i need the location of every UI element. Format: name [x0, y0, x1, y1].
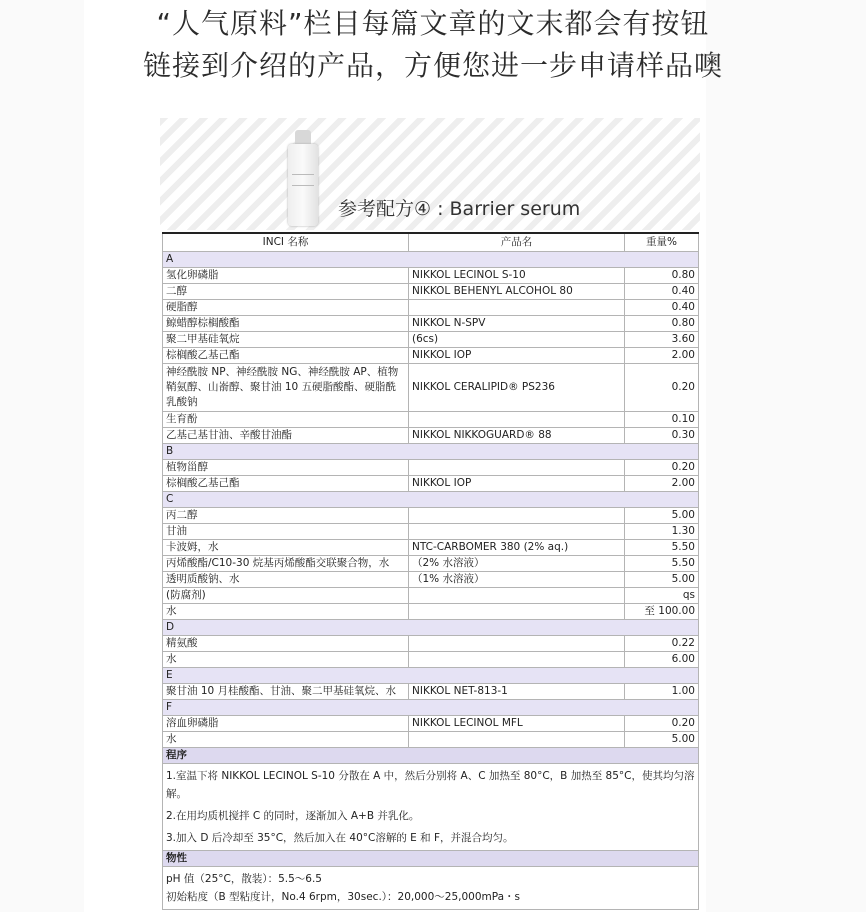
weight-cell: 至 100.00 — [625, 604, 699, 620]
product-cell — [409, 300, 625, 316]
section-label: B — [163, 444, 699, 460]
product-cell: NIKKOL LECINOL MFL — [409, 716, 625, 732]
table-row — [163, 652, 699, 668]
product-cell: (6cs) — [409, 332, 625, 348]
table-row — [163, 364, 699, 412]
formula-table — [162, 232, 699, 910]
col-header-weight: 重量% — [625, 233, 699, 252]
weight-cell: 0.20 — [625, 716, 699, 732]
properties-list — [163, 867, 699, 910]
weight-cell: qs — [625, 588, 699, 604]
weight-cell: 5.00 — [625, 572, 699, 588]
inci-cell: 植物甾醇 — [163, 460, 409, 476]
property-item: 初始粘度（B 型粘度计，No.4 6rpm，30sec.）：20,000～25,000mPa・s — [166, 891, 521, 903]
product-cell: NIKKOL LECINOL S-10 — [409, 268, 625, 284]
inci-cell: 水 — [163, 604, 409, 620]
left-margin — [0, 0, 84, 912]
table-row — [163, 316, 699, 332]
section-row — [163, 444, 699, 460]
product-cell: NIKKOL IOP — [409, 348, 625, 364]
weight-cell: 6.00 — [625, 652, 699, 668]
table-row — [163, 476, 699, 492]
table-row — [163, 300, 699, 316]
inci-cell: (防腐剂) — [163, 588, 409, 604]
inci-cell: 甘油 — [163, 524, 409, 540]
product-cell: （2% 水溶液） — [409, 556, 625, 572]
product-cell — [409, 508, 625, 524]
inci-cell: 丙烯酸酯/C10-30 烷基丙烯酸酯交联聚合物，水 — [163, 556, 409, 572]
weight-cell: 5.50 — [625, 556, 699, 572]
table-row — [163, 684, 699, 700]
inci-cell: 神经酰胺 NP、神经酰胺 NG、神经酰胺 AP、植物鞘氨醇、山嵛醇、聚甘油 10 五硬脂酸酯、硬脂酰乳酸钠 — [163, 364, 409, 412]
formula-card — [160, 118, 700, 912]
table-row — [163, 524, 699, 540]
table-row — [163, 428, 699, 444]
table-row — [163, 716, 699, 732]
table-row — [163, 412, 699, 428]
table-header-row — [163, 233, 699, 252]
inci-cell: 二醇 — [163, 284, 409, 300]
right-margin — [706, 0, 866, 912]
table-footer — [163, 748, 699, 910]
inci-cell: 鲸蜡醇棕榈酸酯 — [163, 316, 409, 332]
product-cell: NIKKOL BEHENYL ALCOHOL 80 — [409, 284, 625, 300]
table-row — [163, 284, 699, 300]
product-cell — [409, 524, 625, 540]
weight-cell: 0.40 — [625, 300, 699, 316]
section-label: A — [163, 252, 699, 268]
col-header-product: 产品名 — [409, 233, 625, 252]
product-cell: NTC-CARBOMER 380 (2% aq.) — [409, 540, 625, 556]
inci-cell: 生育酚 — [163, 412, 409, 428]
table-row — [163, 460, 699, 476]
procedure-row — [163, 764, 699, 851]
inci-cell: 卡波姆，水 — [163, 540, 409, 556]
product-cell — [409, 652, 625, 668]
weight-cell: 0.40 — [625, 284, 699, 300]
section-label: D — [163, 620, 699, 636]
table-row — [163, 268, 699, 284]
properties-heading-row — [163, 851, 699, 867]
weight-cell: 2.00 — [625, 348, 699, 364]
product-cell: NIKKOL CERALIPID® PS236 — [409, 364, 625, 412]
properties-row — [163, 867, 699, 910]
weight-cell: 5.00 — [625, 508, 699, 524]
table-row — [163, 636, 699, 652]
weight-cell: 0.80 — [625, 316, 699, 332]
weight-cell: 0.30 — [625, 428, 699, 444]
product-cell: NIKKOL NET-813-1 — [409, 684, 625, 700]
procedure-heading-row — [163, 748, 699, 764]
weight-cell: 0.20 — [625, 460, 699, 476]
headline-line-1: “人气原料”栏目每篇文章的文末都会有按钮 — [156, 7, 710, 40]
table-row — [163, 540, 699, 556]
product-cell — [409, 732, 625, 748]
inci-cell: 氢化卵磷脂 — [163, 268, 409, 284]
product-cell — [409, 588, 625, 604]
section-label: F — [163, 700, 699, 716]
table-body — [163, 252, 699, 748]
inci-cell: 精氨酸 — [163, 636, 409, 652]
inci-cell: 棕榈酸乙基己酯 — [163, 348, 409, 364]
weight-cell: 5.50 — [625, 540, 699, 556]
inci-cell: 丙二醇 — [163, 508, 409, 524]
inci-cell: 棕榈酸乙基己酯 — [163, 476, 409, 492]
inci-cell: 聚二甲基硅氧烷 — [163, 332, 409, 348]
product-cell — [409, 412, 625, 428]
product-cell: NIKKOL NIKKOGUARD® 88 — [409, 428, 625, 444]
procedure-heading: 程序 — [163, 748, 699, 764]
section-row — [163, 492, 699, 508]
table-row — [163, 588, 699, 604]
headline-line-2: 链接到介绍的产品，方便您进一步申请样品噢 — [142, 49, 723, 82]
table-row — [163, 508, 699, 524]
inci-cell: 水 — [163, 652, 409, 668]
section-row — [163, 620, 699, 636]
serum-bottle-image — [288, 130, 318, 226]
product-cell: NIKKOL N-SPV — [409, 316, 625, 332]
procedure-steps — [163, 764, 699, 851]
section-label: E — [163, 668, 699, 684]
section-label: C — [163, 492, 699, 508]
product-cell — [409, 636, 625, 652]
procedure-step: 1.室温下将 NIKKOL LECINOL S-10 分散在 A 中，然后分别将 A、C 加热至 80°C，B 加热至 85°C，使其均匀溶解。 — [166, 770, 695, 800]
section-row — [163, 668, 699, 684]
weight-cell: 0.80 — [625, 268, 699, 284]
table-row — [163, 604, 699, 620]
section-row — [163, 252, 699, 268]
product-cell: NIKKOL IOP — [409, 476, 625, 492]
procedure-step: 2.在用均质机搅拌 C 的同时，逐渐加入 A+B 并乳化。 — [166, 810, 420, 822]
weight-cell: 5.00 — [625, 732, 699, 748]
weight-cell: 1.30 — [625, 524, 699, 540]
inci-cell: 溶血卵磷脂 — [163, 716, 409, 732]
table-row — [163, 332, 699, 348]
weight-cell: 3.60 — [625, 332, 699, 348]
table-row — [163, 348, 699, 364]
table-row — [163, 572, 699, 588]
product-cell — [409, 604, 625, 620]
table-row — [163, 732, 699, 748]
product-cell — [409, 460, 625, 476]
table-row — [163, 556, 699, 572]
inci-cell: 乙基己基甘油、辛酸甘油酯 — [163, 428, 409, 444]
formula-title: 参考配方④ : Barrier serum — [338, 198, 581, 220]
weight-cell: 2.00 — [625, 476, 699, 492]
section-row — [163, 700, 699, 716]
inci-cell: 硬脂醇 — [163, 300, 409, 316]
weight-cell: 1.00 — [625, 684, 699, 700]
inci-cell: 透明质酸钠、水 — [163, 572, 409, 588]
inci-cell: 聚甘油 10 月桂酸酯、甘油、聚二甲基硅氧烷、水 — [163, 684, 409, 700]
weight-cell: 0.10 — [625, 412, 699, 428]
col-header-inci: INCI 名称 — [163, 233, 409, 252]
inci-cell: 水 — [163, 732, 409, 748]
product-cell: （1% 水溶液） — [409, 572, 625, 588]
properties-heading: 物性 — [163, 851, 699, 867]
weight-cell: 0.20 — [625, 364, 699, 412]
weight-cell: 0.22 — [625, 636, 699, 652]
property-item: pH 值（25°C，散装）：5.5～6.5 — [166, 873, 322, 885]
procedure-step: 3.加入 D 后冷却至 35°C，然后加入在 40°C溶解的 E 和 F，并混合均匀。 — [166, 832, 514, 844]
